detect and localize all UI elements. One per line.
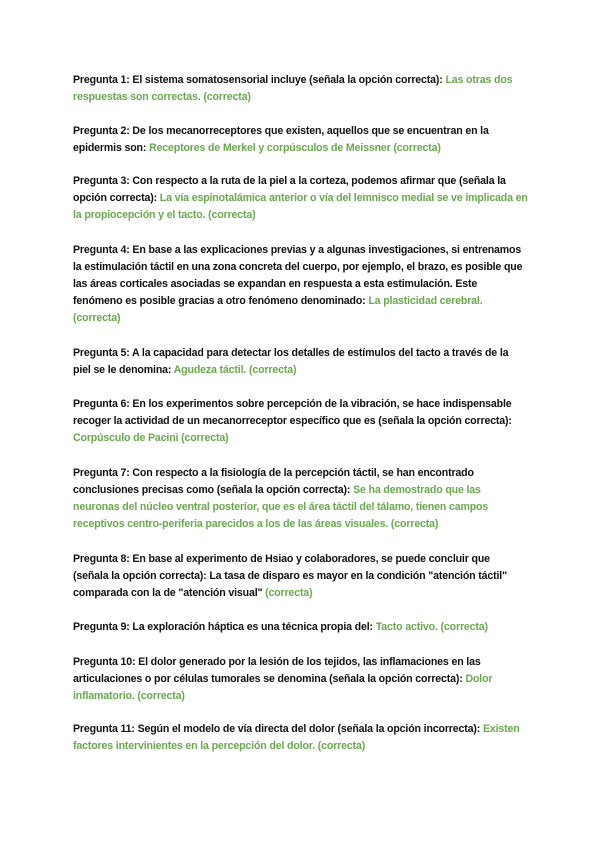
question-item-6: [73, 396, 528, 447]
question-item-3: [73, 173, 528, 224]
answer-text: Las otras dos respuestas son correctas. (correcta): [73, 74, 513, 103]
answer-text: La vía espinotalámica anterior o vía del lemnisco medial se ve implicada en la propiocepción y el tacto. (correcta): [73, 192, 528, 221]
question-text: Pregunta 8: En base al experimento de Hsiao y colaboradores, se puede concluir que (señala la opción correcta): La tasa de disparo es mayor en la condición "atención táctil" comparada con la de "atención visual": [73, 553, 507, 599]
question-item-4: [73, 242, 528, 327]
question-text: Pregunta 9: La exploración háptica es una técnica propia del:: [73, 621, 373, 633]
answer-text: Tacto activo. (correcta): [375, 621, 488, 633]
question-item-8: [73, 551, 528, 602]
question-text: Pregunta 7: Con respecto a la fisiología de la percepción táctil, se han encontrado conclusiones precisas como (señala la opción correcta):: [73, 467, 474, 496]
quiz-answers-list: [73, 72, 528, 772]
answer-text: Receptores de Merkel y corpúsculos de Meissner (correcta): [149, 142, 441, 154]
answer-text: Se ha demostrado que las neuronas del núcleo ventral posterior, que es el área táctil del tálamo, tienen campos receptivos centro-periferia parecidos a los de las áreas visuales. (correcta): [73, 484, 489, 530]
answer-text: Corpúsculo de Pacini (correcta): [73, 432, 229, 444]
question-item-7: [73, 465, 528, 533]
question-text: Pregunta 3: Con respecto a la ruta de la piel a la corteza, podemos afirmar que (señala la opción correcta):: [73, 175, 506, 204]
question-item-11: [73, 721, 528, 755]
question-text: Pregunta 11: Según el modelo de vía directa del dolor (señala la opción incorrecta):: [73, 723, 481, 735]
answer-text: Dolor inflamatorio. (correcta): [73, 673, 493, 702]
question-text: Pregunta 1: El sistema somatosensorial incluye (señala la opción correcta):: [73, 74, 443, 86]
question-text: Pregunta 10: El dolor generado por la lesión de los tejidos, las inflamaciones en las articulaciones o por células tumorales se denomina (señala la opción correcta):: [73, 656, 481, 685]
question-item-9: [73, 619, 528, 636]
answer-text: Existen factores intervinientes en la percepción del dolor. (correcta): [73, 723, 520, 752]
question-text: Pregunta 6: En los experimentos sobre percepción de la vibración, se hace indispensable recoger la actividad de un mecanorreceptor específico que es (señala la opción correcta):: [73, 398, 512, 427]
question-item-10: [73, 654, 528, 705]
question-item-1: [73, 72, 528, 106]
answer-text: (correcta): [265, 587, 313, 599]
question-text: Pregunta 4: En base a las explicaciones previas y a algunas investigaciones, si entrenamos la estimulación táctil en una zona concreta del cuerpo, por ejemplo, el brazo, es posible que las áreas corticales asociadas se expandan en respuesta a esta estimulación. Este fenómeno es posible gracias a otro fenómeno denominado:: [73, 244, 523, 307]
answer-text: Agudeza táctil. (correcta): [173, 364, 297, 376]
question-item-5: [73, 345, 528, 379]
question-item-2: [73, 123, 528, 157]
question-text: Pregunta 5: A la capacidad para detectar los detalles de estímulos del tacto a través de la piel se le denomina:: [73, 347, 509, 376]
answer-text: La plasticidad cerebral. (correcta): [73, 295, 483, 324]
question-text: Pregunta 2: De los mecanorreceptores que existen, aquellos que se encuentran en la epidermis son:: [73, 125, 489, 154]
